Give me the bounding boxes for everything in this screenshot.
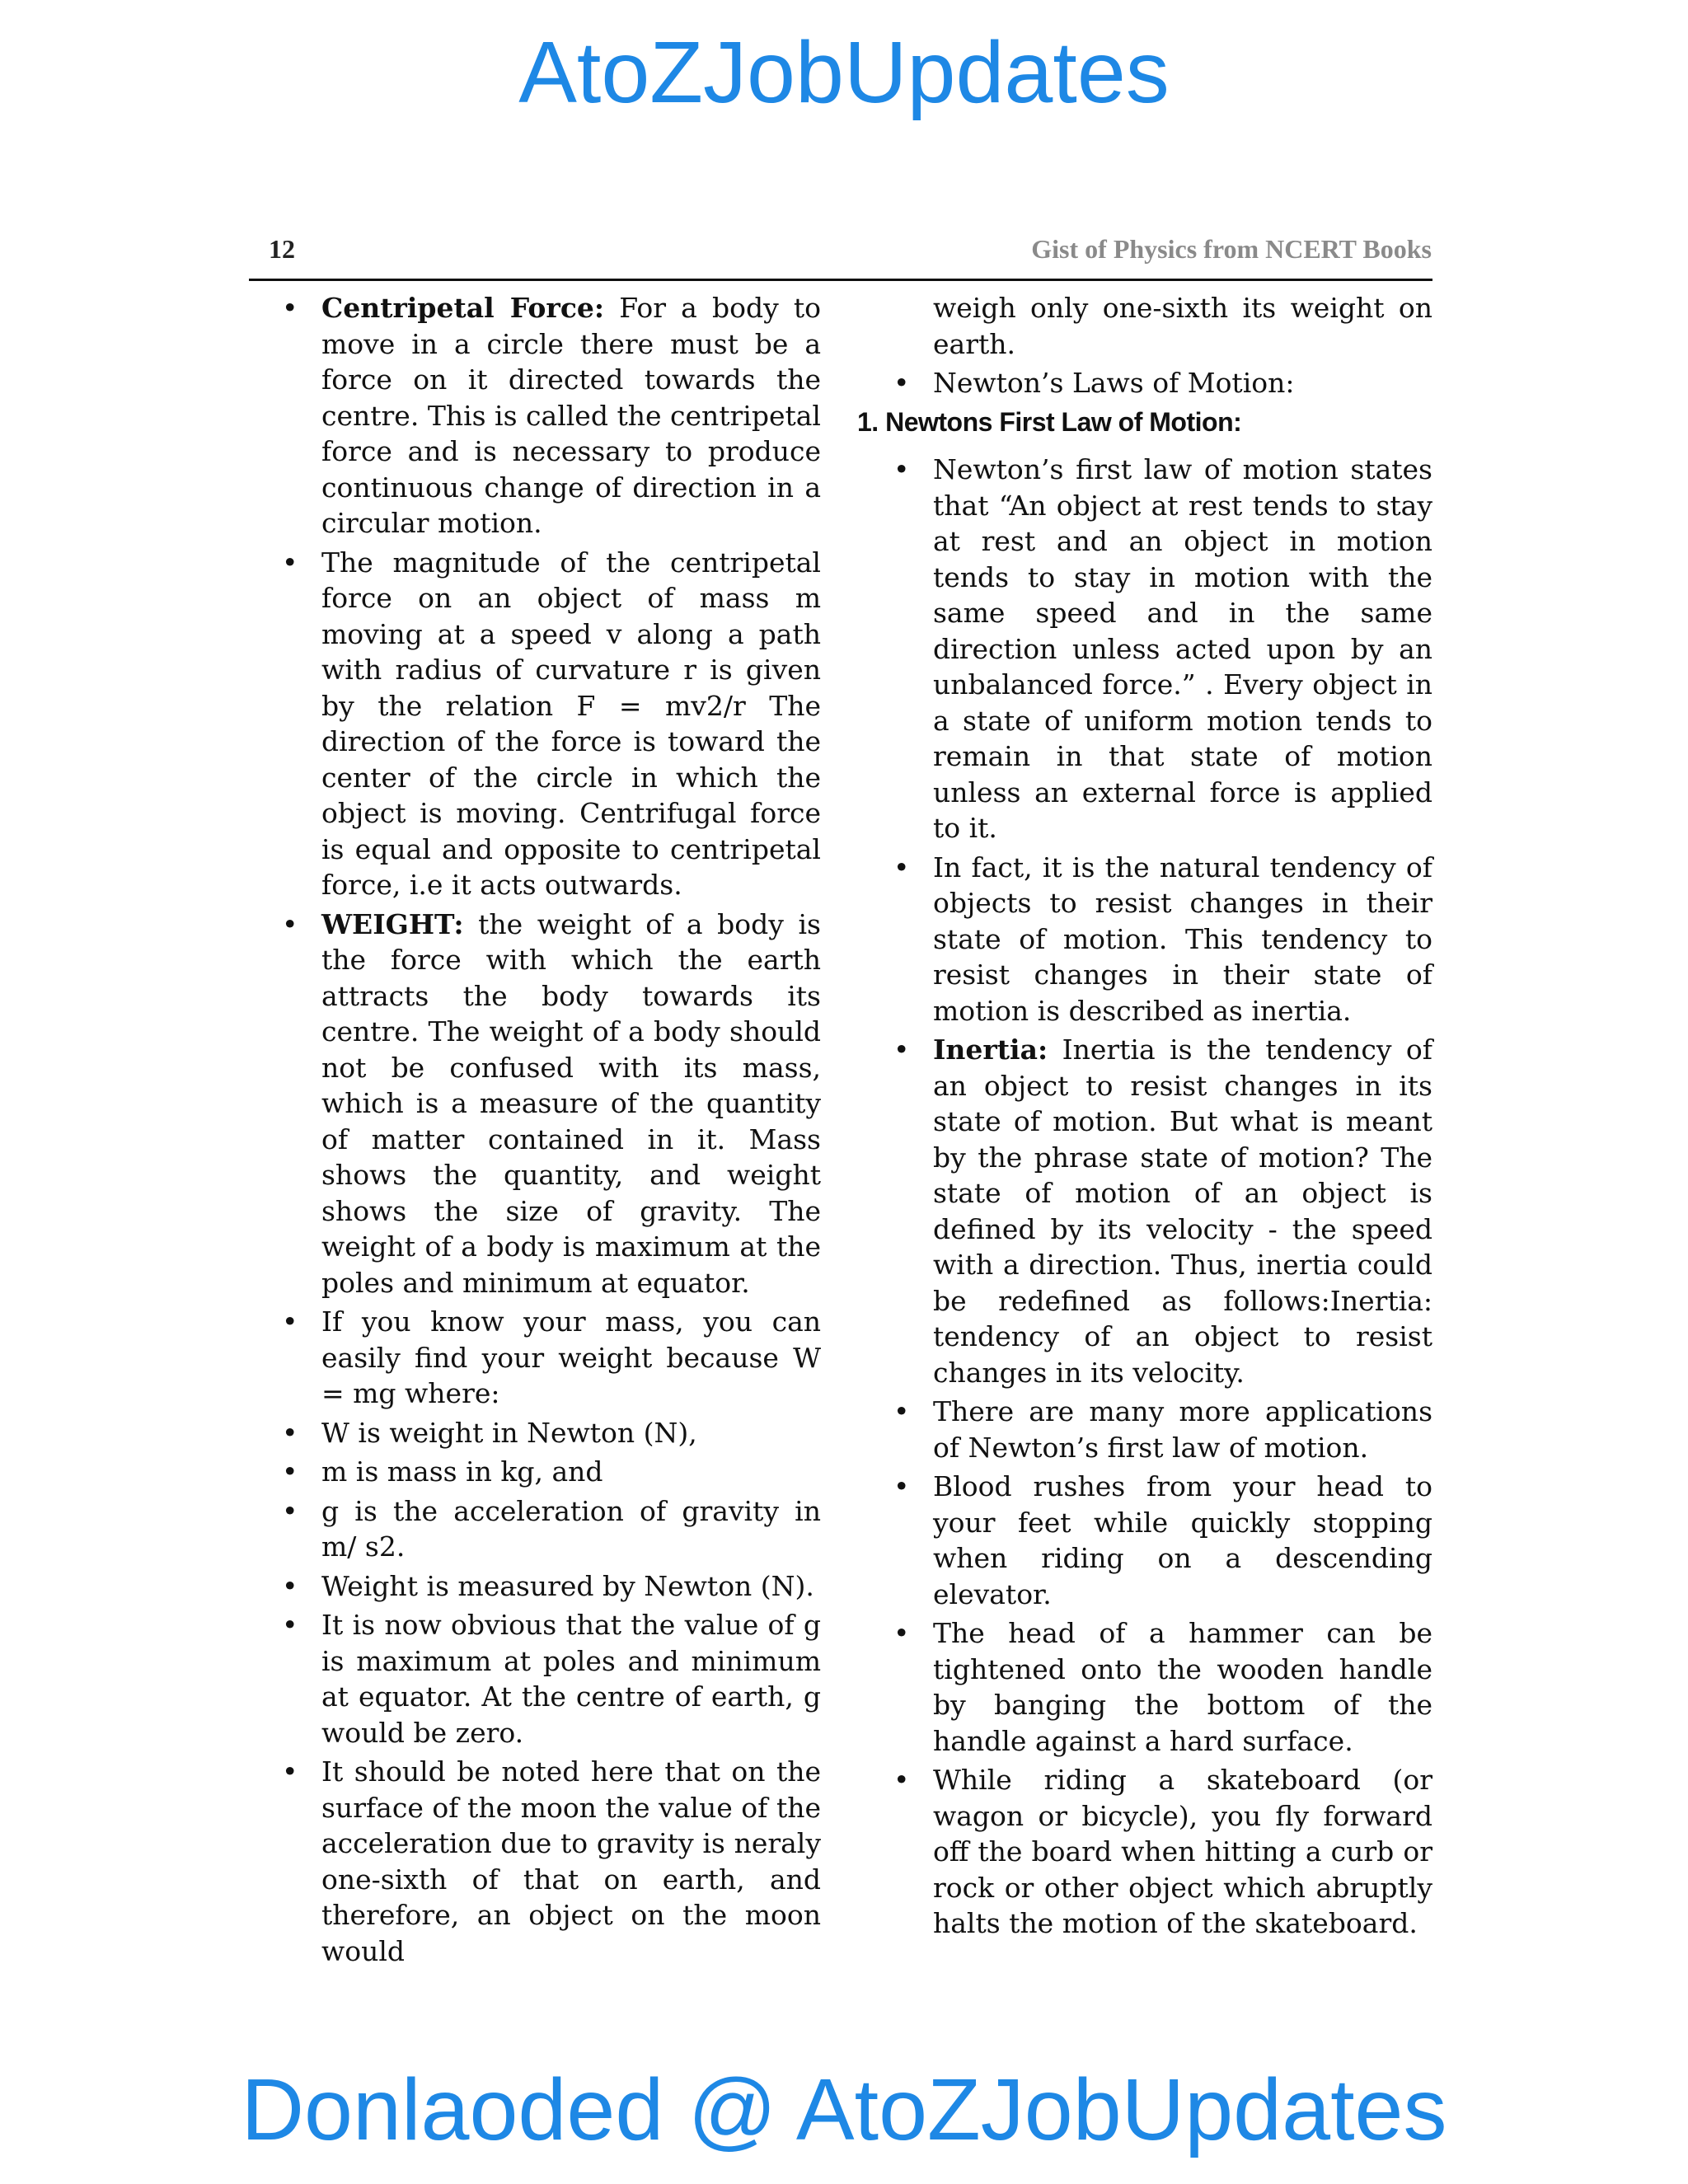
list-item [280,907,821,1301]
header-rule [249,279,1432,281]
list-item [857,1615,1432,1759]
item-text: It should be noted here that on the surface of the moon the value of the acceleration due to gravity is neraly one-sixth of that on earth, and therefore, an object on the moon would [321,1755,821,1967]
list-item [280,1754,821,1969]
list-item [280,1493,821,1565]
item-text: For a body to move in a circle there must be a force on it directed towards the centre. This is called the centripetal force and is necessary to produce continuous change of direction in a circular motion. [321,292,821,539]
left-column [280,290,821,1972]
list-item [857,452,1432,846]
term-label: Centripetal Force: [321,292,605,324]
list-item [280,1454,821,1490]
list-item [857,850,1432,1029]
right-column [857,290,1432,1945]
item-text: Newton’s first law of motion states that “An object at rest tends to stay at rest and an object in motion tends to stay in motion with the same speed and in the same direction unless acted upon by an unbalanced force.” . Every object in a state of uniform motion tends to remain in that state of motion unless an external force is applied to it. [933,453,1432,844]
watermark-top: AtoZJobUpdates [518,24,1170,121]
laws-list [857,365,1432,401]
item-text: g is the acceleration of gravity in m/ s2. [321,1494,821,1563]
running-title: Gist of Physics from NCERT Books [1031,234,1432,264]
item-text: W is weight in Newton (N), [321,1416,697,1449]
list-item [280,1415,821,1451]
list-item [280,290,821,541]
list-item [280,1568,821,1605]
list-item [280,545,821,903]
item-text: m is mass in kg, and [321,1455,603,1488]
left-bullet-list [280,290,821,1969]
section-heading: 1. Newtons First Law of Motion: [857,406,1242,437]
list-item [280,1304,821,1412]
list-item [857,1469,1432,1612]
item-text: Newton’s Laws of Motion: [933,367,1295,399]
right-bullet-list [857,452,1432,1942]
continuation-text: weigh only one-sixth its weight on earth. [933,292,1432,360]
list-item [857,1032,1432,1390]
item-text: If you know your mass, you can easily find your weight because W = mg where: [321,1305,821,1409]
list-item [857,365,1432,401]
watermark-bottom: Donlaoded @ AtoZJobUpdates [241,2061,1447,2158]
term-label: Inertia: [933,1033,1048,1066]
list-item [857,1762,1432,1942]
item-text: While riding a skateboard (or wagon or bicycle), you fly forward off the board when hitting a curb or rock or other object which abruptly halts the motion of the skateboard. [933,1764,1432,1939]
item-text: It is now obvious that the value of g is maximum at poles and minimum at equator. At the centre of earth, g would be zero. [321,1609,821,1749]
list-item [857,1394,1432,1465]
item-text: Weight is measured by Newton (N). [321,1569,814,1602]
item-text: Inertia is the tendency of an object to resist changes in its state of motion. But what is meant by the phrase state of motion? The state of motion of an object is defined by its velocity - the speed with a direction. Thus, inertia could be redefined as follows:Inertia: tendency of an object to resist changes in its velocity. [933,1033,1432,1389]
item-text: In fact, it is the natural tendency of objects to resist changes in their state of motion. This tendency to resist changes in their state of motion is described as inertia. [933,851,1432,1027]
list-item [280,1607,821,1750]
item-text: Blood rushes from your head to your feet while quickly stopping when riding on a descending elevator. [933,1470,1432,1610]
term-label: WEIGHT: [321,907,464,940]
item-text: The magnitude of the centripetal force on an object of mass m moving at a speed v along a path with radius of curvature r is given by the relation F = mv2/r The direction of the force is toward the center of the circle in which the object is moving. Centrifugal force is equal and opposite to centripetal force, i.e it acts outwards. [321,546,821,901]
page-number: 12 [269,234,295,264]
item-text: There are many more applications of Newton’s first law of motion. [933,1395,1432,1464]
item-text: the weight of a body is the force with which the earth attracts the body towards its centre. The weight of a body should not be confused with its mass, which is a measure of the quantity of matter contained in it. Mass shows the quantity, and weight shows the size of gravity. The weight of a body is maximum at the poles and minimum at equator. [321,907,821,1299]
item-text: The head of a hammer can be tightened onto the wooden handle by banging the bottom of the handle against a hard surface. [933,1617,1432,1757]
